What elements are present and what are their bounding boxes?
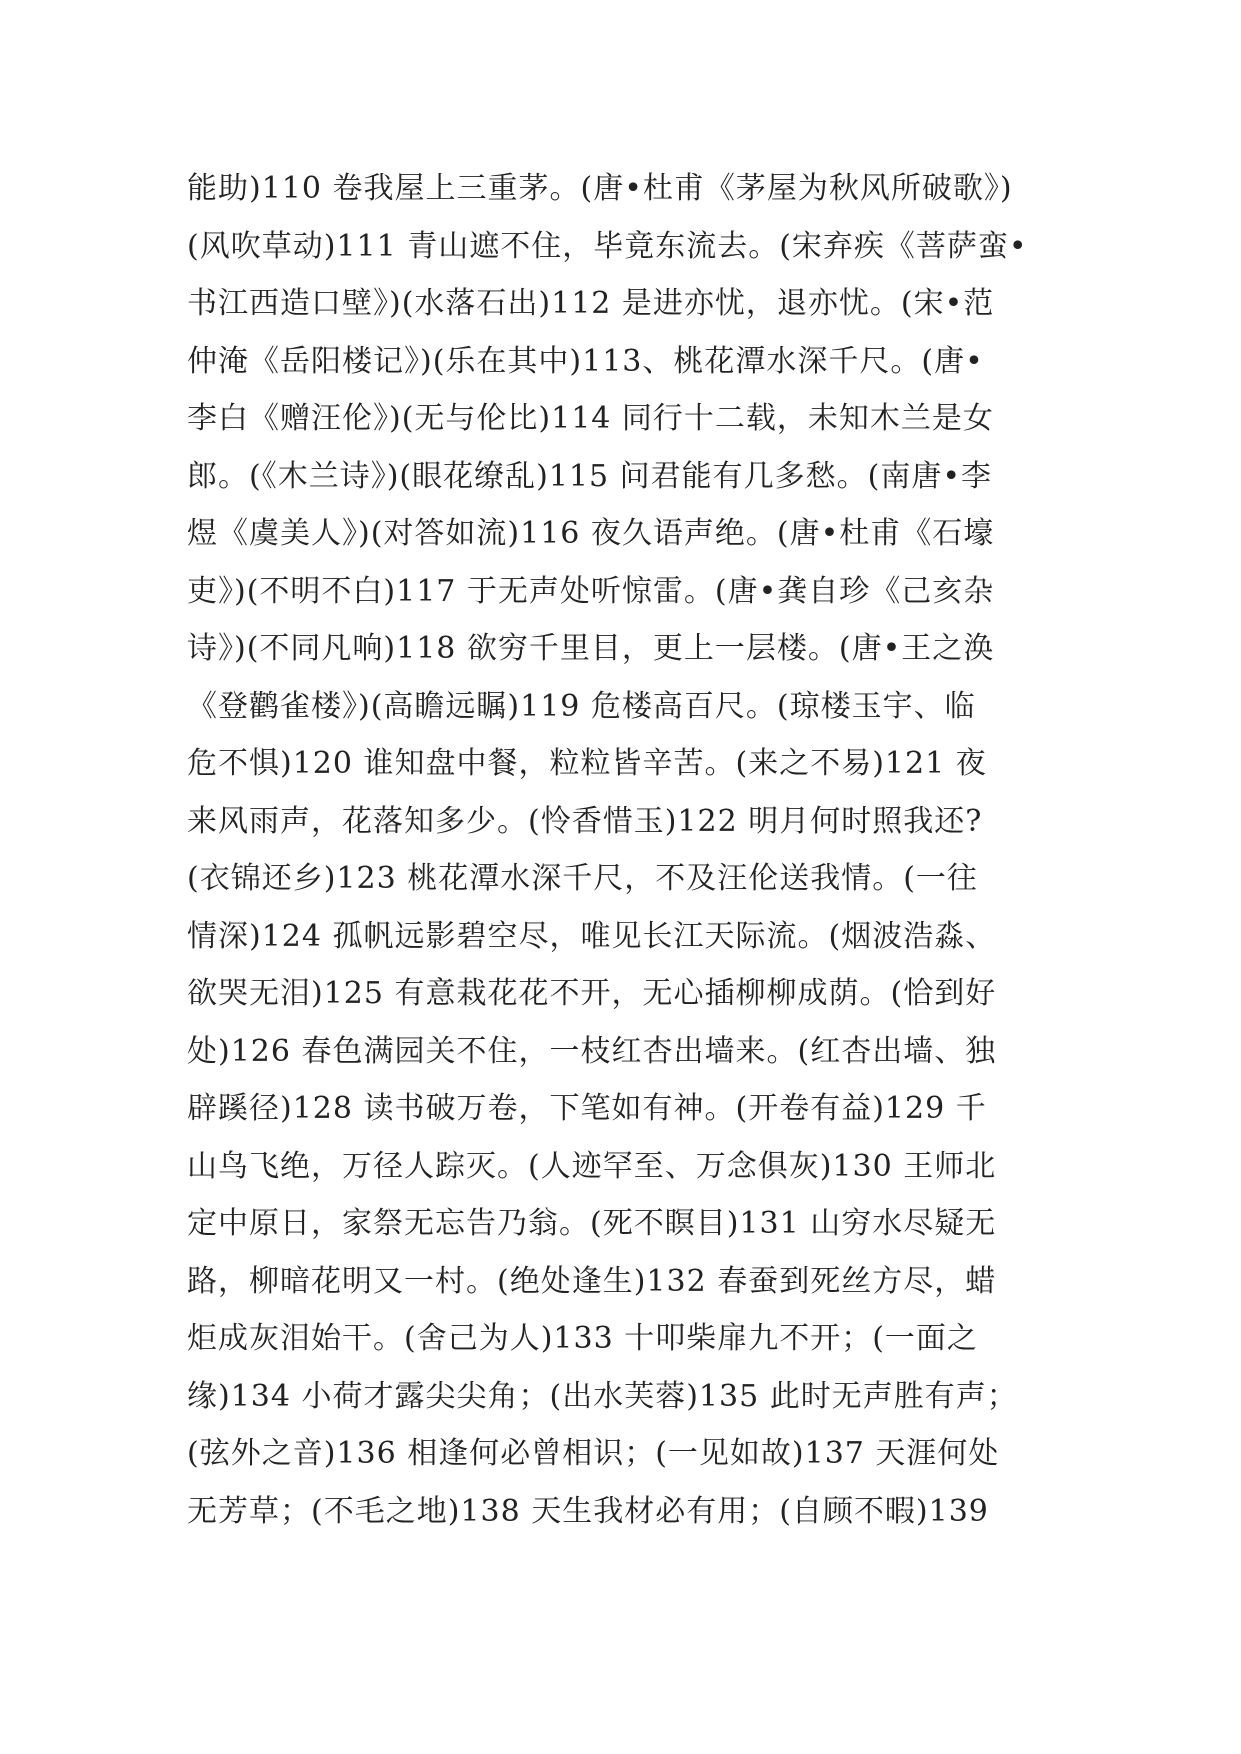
text-line: 《登鹳雀楼》)(高瞻远瞩)119 危楼高百尺。(琼楼玉宇、临 bbox=[187, 688, 976, 724]
text-line: 诗》)(不同凡响)118 欲穷千里目，更上一层楼。(唐•王之涣 bbox=[187, 631, 995, 666]
text-line: 煜《虞美人》)(对答如流)116 夜久语声绝。(唐•杜甫《石壕 bbox=[187, 516, 995, 551]
text-line: 吏》)(不明不白)117 于无声处听惊雷。(唐•龚自珍《己亥杂 bbox=[187, 573, 995, 609]
text-line: 炬成灰泪始干。(舍己为人)133 十叩柴扉九不开；(一面之 bbox=[187, 1321, 978, 1356]
body-text bbox=[187, 160, 1067, 1540]
text-line: 欲哭无泪)125 有意栽花花不开，无心插柳柳成荫。(恰到好 bbox=[187, 976, 997, 1011]
text-line: 郎。(《木兰诗》)(眼花缭乱)115 问君能有几多愁。(南唐•李 bbox=[187, 458, 993, 494]
text-line: 书江西造口壁》)(水落石出)112 是进亦忧，退亦忧。(宋•范 bbox=[187, 286, 995, 321]
text-line: 山鸟飞绝，万径人踪灭。(人迹罕至、万念俱灰)130 王师北 bbox=[187, 1148, 997, 1184]
text-line: 仲淹《岳阳楼记》)(乐在其中)113、桃花潭水深千尺。(唐• bbox=[187, 343, 984, 379]
text-line: (衣锦还乡)123 桃花潭水深千尺，不及汪伦送我情。(一往 bbox=[187, 861, 978, 896]
text-line: 李白《赠汪伦》)(无与伦比)114 同行十二载，未知木兰是女 bbox=[187, 401, 994, 436]
text-line: 来风雨声，花落知多少。(怜香惜玉)122 明月何时照我还? bbox=[187, 803, 983, 839]
text-line: 定中原日，家祭无忘告乃翁。(死不瞑目)131 山穷水尽疑无 bbox=[187, 1206, 997, 1241]
text-line: (弦外之音)136 相逢何必曾相识；(一见如故)137 天涯何处 bbox=[187, 1436, 1000, 1471]
text-line: 情深)124 孤帆远影碧空尽，唯见长江天际流。(烟波浩淼、 bbox=[187, 918, 997, 954]
text-line: 缘)134 小荷才露尖尖角；(出水芙蓉)135 此时无声胜有声； bbox=[187, 1378, 1018, 1414]
text-line: (风吹草动)111 青山遮不住，毕竟东流去。(宋弃疾《菩萨蛮• bbox=[187, 228, 1028, 264]
text-line: 无芳草；(不毛之地)138 天生我材必有用；(自顾不暇)139 bbox=[187, 1493, 989, 1529]
text-line: 危不惧)120 谁知盘中餐，粒粒皆辛苦。(来之不易)121 夜 bbox=[187, 746, 987, 781]
text-line: 处)126 春色满园关不住，一枝红杏出墙来。(红杏出墙、独 bbox=[187, 1033, 997, 1069]
text-line: 路，柳暗花明又一村。(绝处逢生)132 春蚕到死丝方尽，蜡 bbox=[187, 1263, 997, 1299]
text-line: 能助)110 卷我屋上三重茅。(唐•杜甫《茅屋为秋风所破歌》) bbox=[187, 171, 1013, 206]
text-line: 辟蹊径)128 读书破万卷，下笔如有神。(开卷有益)129 千 bbox=[187, 1091, 987, 1126]
